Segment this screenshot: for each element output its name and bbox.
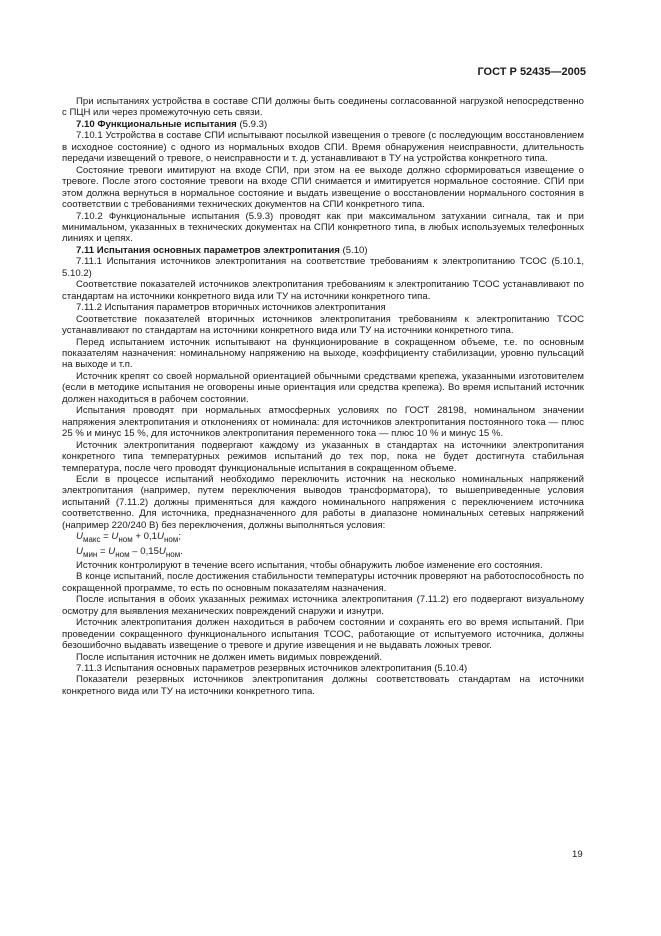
document-header: ГОСТ Р 52435—2005 bbox=[477, 66, 586, 78]
heading-text: 7.11 Испытания основных параметров электропитания bbox=[76, 244, 340, 256]
paragraph: В конце испытаний, после достижения стабильности температуры источник проверяют на работоспособность по сокращенной программе, то есть по основным показателям назначения. bbox=[62, 571, 584, 594]
paragraph: После испытания источник не должен иметь видимых повреждений. bbox=[76, 651, 383, 663]
page-body bbox=[62, 96, 584, 697]
paragraph: Источник крепят со своей нормальной ориентацией обычными средствами крепежа, указанными изготовителем (если в методике испытания не оговорены иные ориентация или средства крепежа). Во время испытаний источник должен находиться в рабочем состоянии. bbox=[62, 370, 584, 405]
paragraph: Источник электропитания подвергают каждому из указанных в стандартах на источники электропитания конкретного типа температурных режимов испытаний до тех пор, пока не будет достигнута стабильная температура, после чего проводят функциональные испытания в сокращенном объеме. bbox=[62, 439, 584, 474]
paragraph: При испытаниях устройства в составе СПИ должны быть соединены согласованной нагрузкой непосредственно с ПЦН или через промежуточную сеть связи. bbox=[62, 96, 584, 119]
paragraph: 7.10.2 Функциональные испытания (5.9.3) проводят как при максимальном затухании сигнала, так и при минимальном, указанных в технических документах на СПИ конкретного типа, в любых используемых телефонных линиях и цепях. bbox=[62, 210, 584, 245]
paragraph: Показатели резервных источников электропитания должны соответствовать стандартам на источники конкретного вида или ТУ на источники конкретного типа. bbox=[62, 674, 584, 697]
formula-u-min: $U_{мин} = U_{ном} - 0,15U_{ном}$. bbox=[76, 545, 183, 559]
section-heading-7-10 bbox=[62, 119, 584, 130]
paragraph: Соответствие показателей вторичных источников электропитания требованиям к электропитанию ТСОС устанавливают по стандартам на источники конкретного вида или ТУ на источники конкретного типа. bbox=[62, 313, 584, 337]
section-heading-7-11 bbox=[62, 245, 584, 256]
paragraph: Соответствие показателей источников электропитания требованиям к электропитанию ТСОС устанавливают по стандартам на источники конкретного вида или ТУ на источники конкретного типа. bbox=[62, 279, 584, 302]
heading-text: 7.10 Функциональные испытания bbox=[76, 118, 237, 130]
paragraph: После испытания в обоих указанных режимах источника электропитания (7.11.2) его подвергают визуальному осмотру для выявления механических повреждений снаружи и изнутри. bbox=[62, 594, 584, 617]
paragraph: 7.11.2 Испытания параметров вторичных источников электропитания bbox=[76, 302, 386, 314]
paragraph: 7.10.1 Устройства в составе СПИ испытывают посылкой извещения о тревоге (с последующим восстановлением в исходное состояние) с одного из нормальных входов СПИ. Время обнаружения неисправности, длительность передачи извещений о тревоге, о неисправности и т. д. устанавливают в ТУ на устройства конкретного типа. bbox=[62, 130, 584, 165]
paragraph: Состояние тревоги имитируют на входе СПИ, при этом на ее выходе должно сформироваться извещение о тревоге. После этого состояние тревоги на входе СПИ снимается и имитируется нормальное состояние. СПИ при этом должна вернуться в нормальное состояние и выдать извещение о восстановлении нормального состояния в соответствии с требованиями технических документов на СПИ конкретного типа. bbox=[62, 164, 584, 211]
paragraph: Источник электропитания должен находиться в рабочем состоянии и сохранять его во время испытаний. При проведении сокращенного функционального испытания ТСОС, работающие от испытуемого источника, должны безошибочно выдавать извещение о тревоге и другие извещения и не выдавать ложных тревог. bbox=[62, 617, 584, 652]
paragraph: Источник контролируют в течение всего испытания, чтобы обнаружить любое изменение его состояния. bbox=[76, 559, 543, 571]
formula-u-max: $U_{макс} = U_{ном} + 0,1U_{ном}$; bbox=[76, 531, 181, 545]
paragraph: Перед испытанием источник испытывают на функционирование в сокращенном объеме, т.е. по основным показателям назначения: номинальному напряжению на выходе, коэффициенту стабилизации, уровню пульсаций на выходе и т.п. bbox=[62, 336, 584, 371]
paragraph: Испытания проводят при нормальных атмосферных условиях по ГОСТ 28198, номинальном значении напряжения электропитания и отклонениях от номинала: для источников электропитания постоянного тока — плюс 25 % и минус 15 %, для источников электропитания переменного тока — плюс 10 % и минус 15 %. bbox=[62, 405, 584, 440]
page-number: 19 bbox=[572, 849, 583, 860]
heading-ref: (5.10) bbox=[342, 244, 368, 256]
paragraph: 7.11.1 Испытания источников электропитания на соответствие требованиям к электропитанию ТСОС (5.10.1, 5.10.2) bbox=[62, 256, 584, 279]
paragraph: Если в процессе испытаний необходимо переключить источник на несколько номинальных напряжений электропитания (например, путем переключения выводов трансформатора), то вышеприведенные условия испытаний (7.11.2) должны применяться для каждого номинального напряжения с переключением источника соответственно. Для источника, предназначенного для работы в диапазоне номинальных сетевых напряжений (например 220/240 В) без переключения, должны выполняться условия: bbox=[62, 473, 584, 531]
heading-ref: (5.9.3) bbox=[239, 118, 268, 130]
paragraph: 7.11.3 Испытания основных параметров резервных источников электропитания (5.10.4) bbox=[76, 663, 468, 675]
